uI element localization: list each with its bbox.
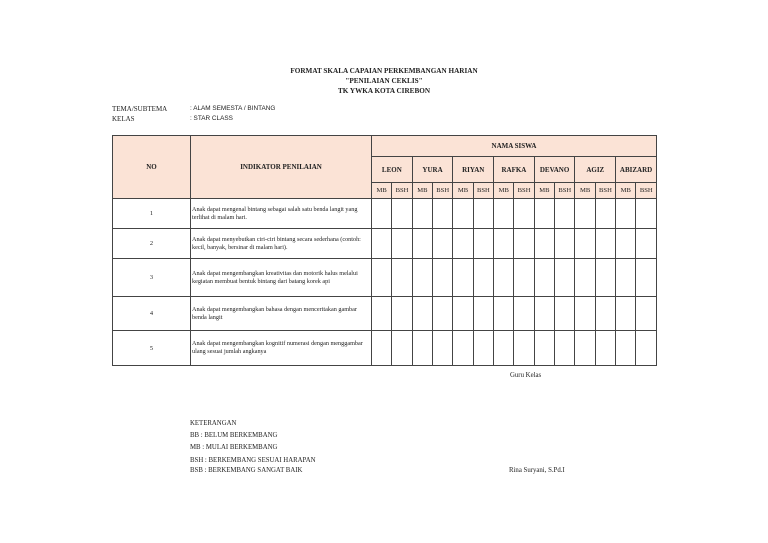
student-name: DEVANO <box>534 157 575 183</box>
check-cell[interactable] <box>595 229 615 259</box>
title-line-3: TK YWKA KOTA CIREBON <box>337 87 431 95</box>
check-cell[interactable] <box>412 229 432 259</box>
check-cell[interactable] <box>555 297 575 331</box>
check-cell[interactable] <box>636 331 657 366</box>
scale-label: BSH <box>433 183 453 199</box>
document-header <box>0 66 768 96</box>
check-cell[interactable] <box>616 259 636 297</box>
indicator-text: Anak dapat mengenal bintang sebagai salah satu benda langit yang terlihat di malam hari. <box>191 199 372 229</box>
check-cell[interactable] <box>595 259 615 297</box>
title-line-1: FORMAT SKALA CAPAIAN PERKEMBANGAN HARIAN <box>290 67 478 75</box>
check-cell[interactable] <box>514 199 534 229</box>
table-row <box>113 199 657 229</box>
check-cell[interactable] <box>595 199 615 229</box>
scale-label: MB <box>453 183 473 199</box>
check-cell[interactable] <box>514 259 534 297</box>
legend-title: KETERANGAN <box>190 420 237 427</box>
check-cell[interactable] <box>392 259 412 297</box>
check-cell[interactable] <box>494 229 514 259</box>
scale-label: MB <box>494 183 514 199</box>
check-cell[interactable] <box>453 259 473 297</box>
check-cell[interactable] <box>616 331 636 366</box>
check-cell[interactable] <box>494 259 514 297</box>
check-cell[interactable] <box>595 297 615 331</box>
check-cell[interactable] <box>372 297 392 331</box>
scale-label: MB <box>412 183 432 199</box>
indicator-text: Anak dapat mengembangkan kognitif numerasi dengan menggambar ulang sesuai jumlah angkanya <box>191 331 372 366</box>
scale-label: MB <box>372 183 392 199</box>
student-name: ABIZARD <box>616 157 657 183</box>
check-cell[interactable] <box>555 199 575 229</box>
check-cell[interactable] <box>534 259 554 297</box>
scale-label: BSH <box>514 183 534 199</box>
check-cell[interactable] <box>433 331 453 366</box>
check-cell[interactable] <box>514 229 534 259</box>
student-name: LEON <box>372 157 413 183</box>
check-cell[interactable] <box>453 297 473 331</box>
legend-bsb: BSB : BERKEMBANG SANGAT BAIK <box>190 467 303 474</box>
check-cell[interactable] <box>534 229 554 259</box>
title-line-2: "PENILAIAN CEKLIS" <box>345 77 423 85</box>
tema-label: TEMA/SUBTEMA <box>112 105 168 113</box>
scale-label: BSH <box>392 183 412 199</box>
check-cell[interactable] <box>473 331 493 366</box>
indicator-text: Anak dapat menyebutkan ciri-ciri bintang secara sederhana (contoh: kecil, banyak, bersinar di malam hari). <box>191 229 372 259</box>
check-cell[interactable] <box>595 331 615 366</box>
student-name: RIYAN <box>453 157 494 183</box>
check-cell[interactable] <box>433 229 453 259</box>
row-number: 3 <box>113 259 191 297</box>
header-row-1 <box>113 136 657 157</box>
check-cell[interactable] <box>616 199 636 229</box>
assessment-table <box>112 135 657 366</box>
check-cell[interactable] <box>433 259 453 297</box>
legend-bb: BB : BELUM BERKEMBANG <box>190 432 278 439</box>
students-header: NAMA SISWA <box>372 136 657 157</box>
check-cell[interactable] <box>453 229 473 259</box>
check-cell[interactable] <box>534 297 554 331</box>
check-cell[interactable] <box>575 229 595 259</box>
check-cell[interactable] <box>473 297 493 331</box>
check-cell[interactable] <box>392 199 412 229</box>
check-cell[interactable] <box>372 229 392 259</box>
kelas-label: KELAS <box>112 115 135 123</box>
scale-label: BSH <box>636 183 657 199</box>
check-cell[interactable] <box>555 229 575 259</box>
table-row <box>113 297 657 331</box>
legend-mb: MB : MULAI BERKEMBANG <box>190 444 278 451</box>
table-row <box>113 259 657 297</box>
student-name: RAFKA <box>494 157 535 183</box>
check-cell[interactable] <box>616 229 636 259</box>
check-cell[interactable] <box>412 331 432 366</box>
row-number: 5 <box>113 331 191 366</box>
check-cell[interactable] <box>372 331 392 366</box>
indicator-text: Anak dapat mengembangkan bahasa dengan menceritakan gambar benda langit <box>191 297 372 331</box>
check-cell[interactable] <box>473 259 493 297</box>
scale-label: BSH <box>555 183 575 199</box>
indicator-header: INDIKATOR PENILAIAN <box>191 136 372 199</box>
student-name: YURA <box>412 157 453 183</box>
check-cell[interactable] <box>575 297 595 331</box>
check-cell[interactable] <box>555 331 575 366</box>
check-cell[interactable] <box>372 199 392 229</box>
check-cell[interactable] <box>453 199 473 229</box>
check-cell[interactable] <box>412 199 432 229</box>
check-cell[interactable] <box>433 297 453 331</box>
check-cell[interactable] <box>575 199 595 229</box>
no-header: NO <box>113 136 191 199</box>
check-cell[interactable] <box>636 259 657 297</box>
table-row <box>113 229 657 259</box>
scale-label: BSH <box>595 183 615 199</box>
check-cell[interactable] <box>636 229 657 259</box>
check-cell[interactable] <box>473 199 493 229</box>
scale-label: BSH <box>473 183 493 199</box>
check-cell[interactable] <box>494 199 514 229</box>
check-cell[interactable] <box>575 331 595 366</box>
check-cell[interactable] <box>636 199 657 229</box>
row-number: 1 <box>113 199 191 229</box>
check-cell[interactable] <box>494 297 514 331</box>
check-cell[interactable] <box>433 199 453 229</box>
check-cell[interactable] <box>392 331 412 366</box>
check-cell[interactable] <box>372 259 392 297</box>
row-number: 4 <box>113 297 191 331</box>
tema-value: : ALAM SEMESTA / BINTANG <box>190 105 276 112</box>
kelas-value: : STAR CLASS <box>190 115 233 122</box>
table-row <box>113 331 657 366</box>
check-cell[interactable] <box>412 297 432 331</box>
row-number: 2 <box>113 229 191 259</box>
student-name: AGIZ <box>575 157 616 183</box>
scale-label: MB <box>534 183 554 199</box>
indicator-text: Anak dapat mengembangkan kreativitas dan motorik halus melalui kegiatan membuat bentuk bintang dari batang korek api <box>191 259 372 297</box>
check-cell[interactable] <box>555 259 575 297</box>
check-cell[interactable] <box>534 331 554 366</box>
check-cell[interactable] <box>575 259 595 297</box>
teacher-name: Rina Suryani, S.Pd.I <box>509 467 565 474</box>
check-cell[interactable] <box>514 297 534 331</box>
check-cell[interactable] <box>636 297 657 331</box>
check-cell[interactable] <box>392 297 412 331</box>
check-cell[interactable] <box>412 259 432 297</box>
check-cell[interactable] <box>616 297 636 331</box>
guru-kelas-label: Guru Kelas <box>510 372 542 379</box>
check-cell[interactable] <box>534 199 554 229</box>
check-cell[interactable] <box>453 331 473 366</box>
check-cell[interactable] <box>473 229 493 259</box>
check-cell[interactable] <box>494 331 514 366</box>
scale-label: MB <box>575 183 595 199</box>
legend-bsh: BSH : BERKEMBANG SESUAI HARAPAN <box>190 457 316 464</box>
scale-label: MB <box>616 183 636 199</box>
check-cell[interactable] <box>514 331 534 366</box>
check-cell[interactable] <box>392 229 412 259</box>
